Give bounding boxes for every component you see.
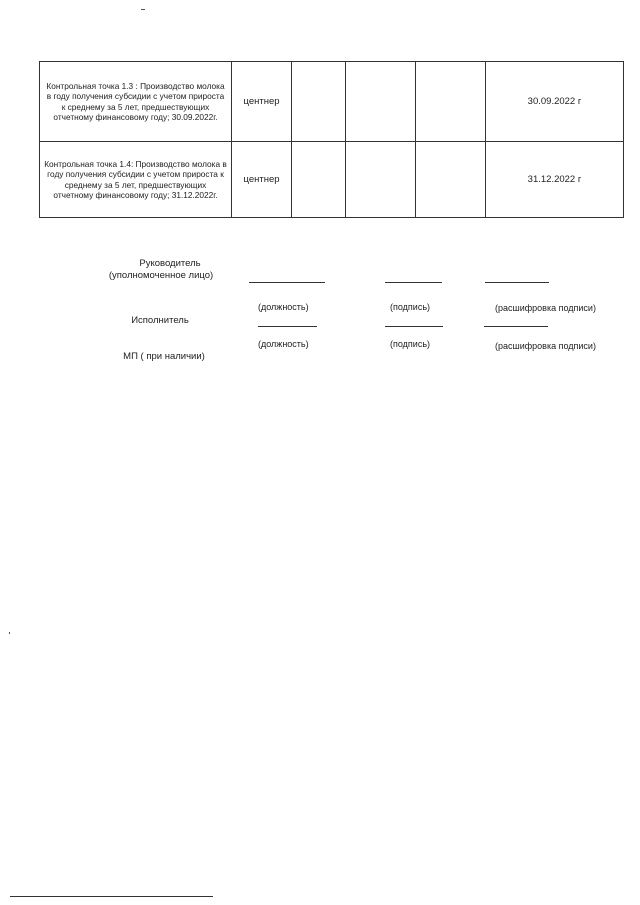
- empty-cell: [292, 62, 346, 142]
- control-point-description: Контрольная точка 1.3 : Производство молока в году получения субсидии с учетом прироста к среднему за 5 лет, предшествующих отчетному финансовому году; 30.09.2022г.: [40, 62, 232, 142]
- table-row: [40, 142, 624, 218]
- decoding-caption: (расшифровка подписи): [495, 303, 596, 313]
- control-points-table: [39, 61, 624, 218]
- footnote-separator: [10, 896, 213, 897]
- date-cell: 31.12.2022 г: [486, 142, 624, 218]
- empty-cell: [346, 142, 416, 218]
- executor-decoding-line: [484, 326, 548, 327]
- position-caption: (должность): [258, 302, 309, 312]
- unit-cell: центнер: [232, 142, 292, 218]
- date-cell: 30.09.2022 г: [486, 62, 624, 142]
- scan-mark: [141, 9, 145, 10]
- executor-position-line: [258, 326, 317, 327]
- scan-mark: [9, 632, 10, 634]
- control-point-description: Контрольная точка 1.4: Производство молока в году получения субсидии с учетом прироста к среднему за 5 лет, предшествующих отчетному финансовому году; 31.12.2022г.: [40, 142, 232, 218]
- decoding-caption: (расшифровка подписи): [495, 341, 596, 351]
- head-decoding-line: [485, 282, 549, 283]
- position-caption: (должность): [258, 339, 309, 349]
- executor-signature-line: [385, 326, 443, 327]
- table-row: [40, 62, 624, 142]
- head-signature-line: [385, 282, 442, 283]
- empty-cell: [416, 62, 486, 142]
- head-sublabel: (уполномоченное лицо): [108, 270, 214, 281]
- empty-cell: [292, 142, 346, 218]
- stamp-label: МП ( при наличии): [123, 351, 205, 362]
- head-position-line: [249, 282, 325, 283]
- unit-cell: центнер: [232, 62, 292, 142]
- empty-cell: [416, 142, 486, 218]
- signature-caption: (подпись): [390, 302, 431, 312]
- empty-cell: [346, 62, 416, 142]
- executor-label: Исполнитель: [131, 315, 189, 326]
- head-label: Руководитель: [139, 258, 201, 269]
- signature-caption: (подпись): [390, 339, 431, 349]
